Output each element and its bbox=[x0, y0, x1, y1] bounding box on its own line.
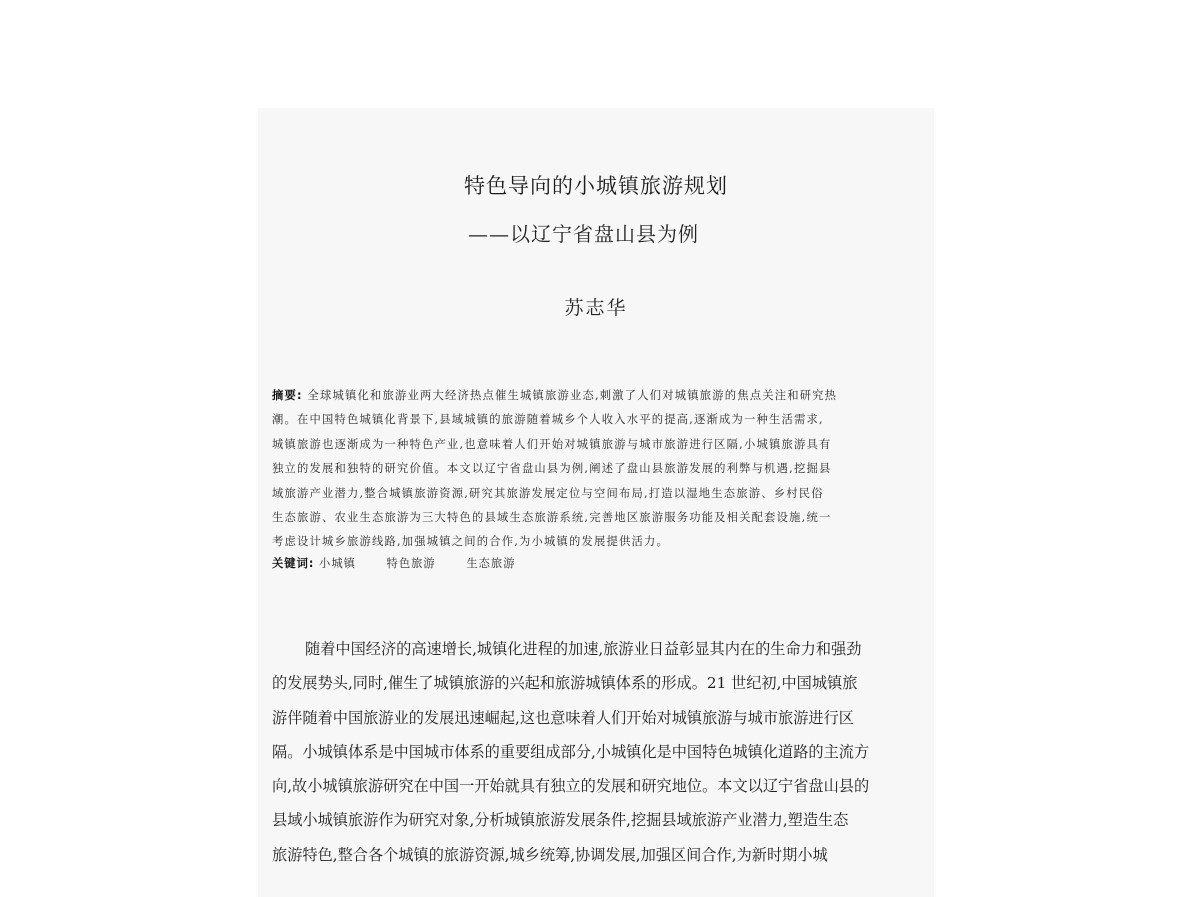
body-line: 的发展势头,同时,催生了城镇旅游的兴起和旅游城镇体系的形成。21 世纪初,中国城镇旅 bbox=[272, 674, 858, 693]
paper-subtitle: ——以辽宁省盘山县为例 bbox=[468, 222, 699, 246]
keyword: 小城镇 bbox=[319, 557, 356, 570]
body-line: 旅游特色,整合各个城镇的旅游资源,城乡统筹,协调发展,加强区间合作,为新时期小城 bbox=[272, 845, 828, 864]
body-line: 游伴随着中国旅游业的发展迅速崛起,这也意味着人们开始对城镇旅游与城市旅游进行区 bbox=[272, 708, 854, 727]
abstract bbox=[272, 384, 924, 555]
abstract-line: 独立的发展和独特的研究价值。本文以辽宁省盘山县为例,阐述了盘山县旅游发展的利弊与机遇,挖掘县 bbox=[272, 462, 832, 476]
body-line: 县域小城镇旅游作为研究对象,分析城镇旅游发展条件,挖掘县域旅游产业潜力,塑造生态 bbox=[272, 811, 849, 830]
paper-page bbox=[258, 108, 934, 897]
abstract-line: 生态旅游、农业生态旅游为三大特色的县域生态旅游系统,完善地区旅游服务功能及相关配套设施,统一 bbox=[272, 511, 832, 525]
paper-title: 特色导向的小城镇旅游规划 bbox=[464, 174, 728, 198]
keywords bbox=[272, 555, 542, 573]
abstract-label: 摘要: bbox=[272, 389, 303, 402]
body-line: 随着中国经济的高速增长,城镇化进程的加速,旅游业日益彰显其内在的生命力和强劲 bbox=[305, 640, 862, 658]
body-line: 隔。小城镇体系是中国城市体系的重要组成部分,小城镇化是中国特色城镇化道路的主流方 bbox=[272, 742, 870, 761]
body-text bbox=[272, 632, 924, 872]
abstract-line: 域旅游产业潜力,整合城镇旅游资源,研究其旅游发展定位与空间布局,打造以湿地生态旅游、乡村民俗 bbox=[272, 486, 824, 500]
abstract-line: 考虑设计城乡旅游线路,加强城镇之间的合作,为小城镇的发展提供活力。 bbox=[272, 535, 669, 549]
keywords-label: 关键词: bbox=[272, 557, 315, 570]
keyword: 生态旅游 bbox=[466, 557, 516, 570]
body-line: 向,故小城镇旅游研究在中国一开始就具有独立的发展和研究地位。本文以辽宁省盘山县的 bbox=[272, 777, 870, 796]
abstract-line bbox=[272, 384, 924, 408]
paper-author: 苏志华 bbox=[564, 297, 628, 319]
keyword: 特色旅游 bbox=[386, 557, 436, 570]
abstract-line: 潮。在中国特色城镇化背景下,县域城镇的旅游随着城乡个人收入水平的提高,逐渐成为一种生活需求, bbox=[272, 413, 824, 427]
abstract-text: 全球城镇化和旅游业两大经济热点催生城镇旅游业态,刺激了人们对城镇旅游的焦点关注和研究热 bbox=[307, 389, 838, 402]
abstract-line: 城镇旅游也逐渐成为一种特色产业,也意味着人们开始对城镇旅游与城市旅游进行区隔,小城镇旅游具有 bbox=[272, 437, 832, 451]
